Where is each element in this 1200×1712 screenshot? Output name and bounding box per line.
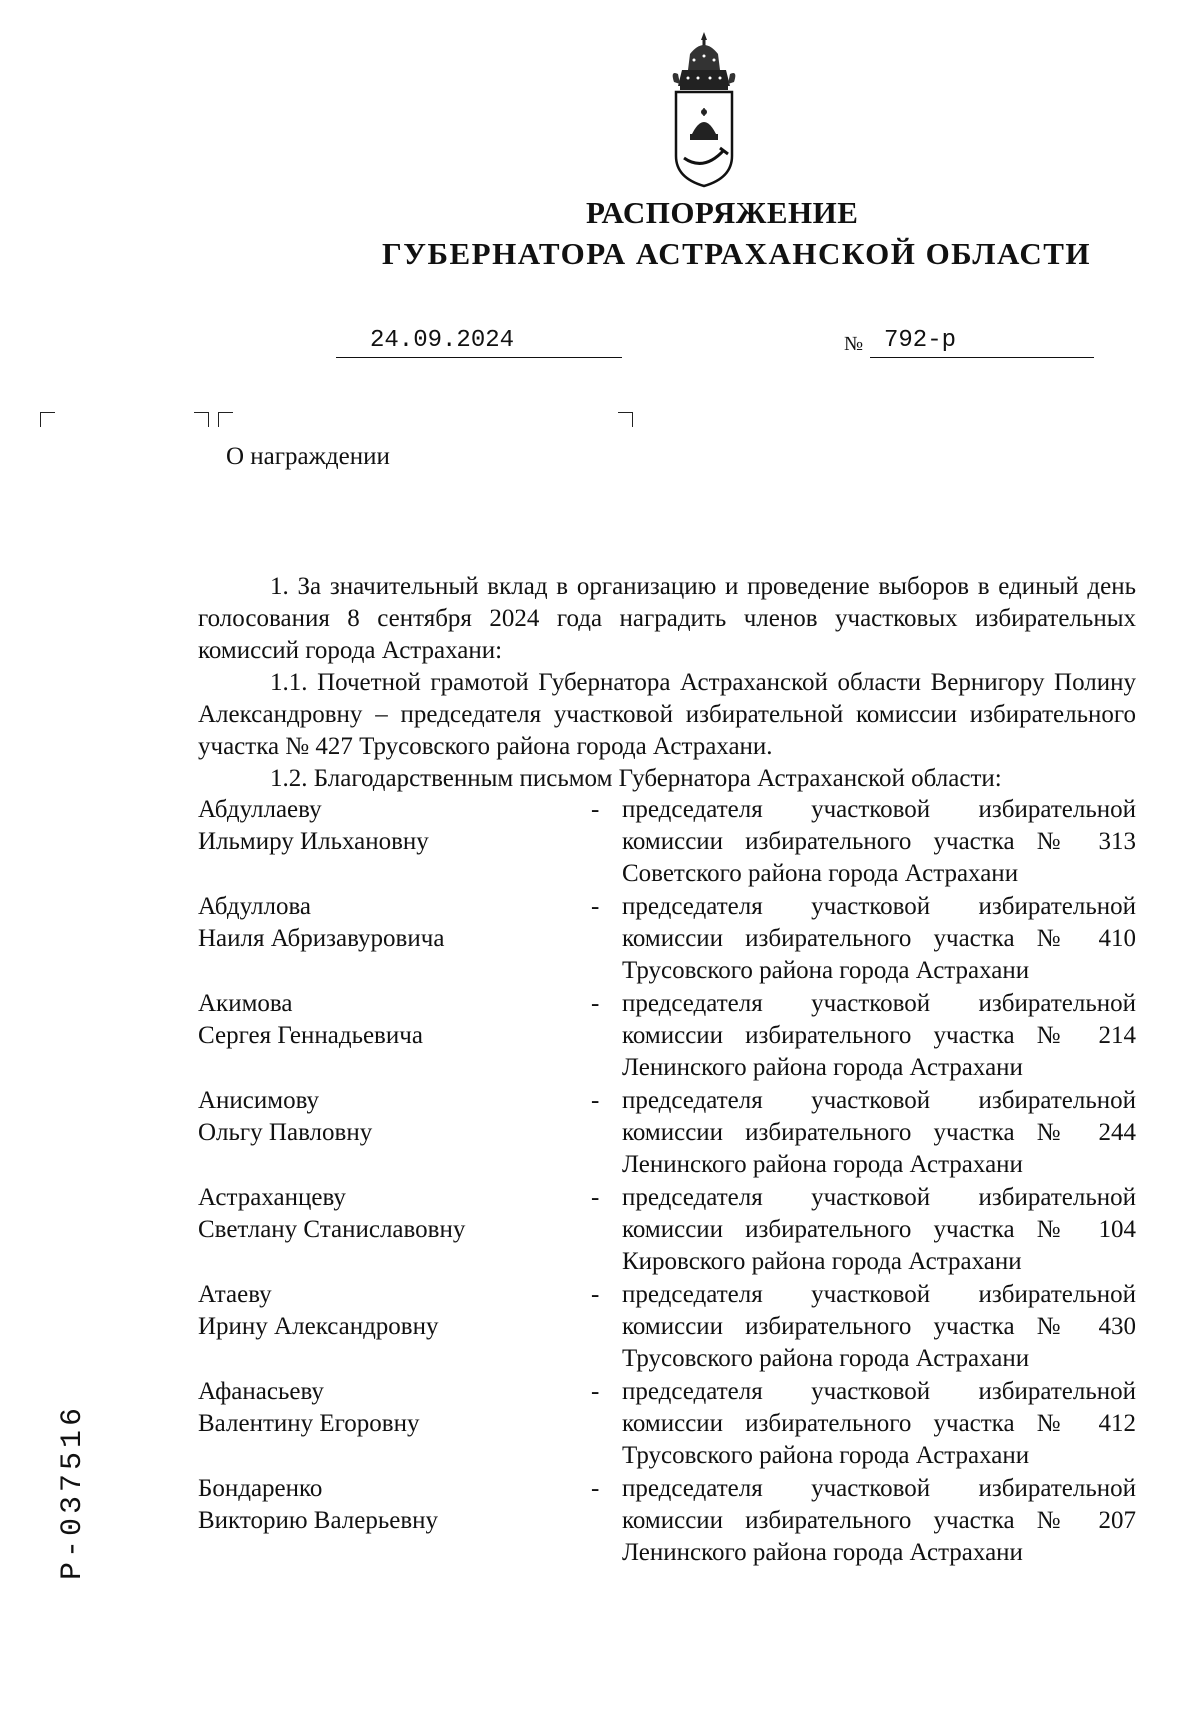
awardee-surname: Бондаренко xyxy=(198,1475,323,1502)
document-subject: О награждении xyxy=(226,443,390,470)
awardee-position: председателя участковой избирательной комиссии избирательного участка № 244 Ленинского района города Астрахани xyxy=(622,1087,1136,1178)
awardee-position: председателя участковой избирательной комиссии избирательного участка № 410 Трусовского района города Астрахани xyxy=(622,893,1136,984)
awardee-dash: - xyxy=(591,1281,600,1308)
awardee-position: председателя участковой избирательной комиссии избирательного участка № 313 Советского района города Астрахани xyxy=(622,796,1136,887)
awardee-surname: Акимова xyxy=(198,990,293,1017)
awardee-position: председателя участковой избирательной комиссии избирательного участка № 104 Кировского района города Астрахани xyxy=(622,1184,1136,1275)
awardee-given-names: Ильмиру Ильхановну xyxy=(198,828,429,855)
awardee-name xyxy=(198,794,578,858)
awardee-dash: - xyxy=(591,990,600,1017)
corner-mark-left xyxy=(40,412,55,427)
awardee-given-names: Валентину Егоровну xyxy=(198,1410,420,1437)
awardee-name xyxy=(198,891,578,955)
awardee-name xyxy=(198,1279,578,1343)
paragraph-1-2-text: 1.2. Благодарственным письмом Губернатора Астраханской области: xyxy=(270,765,1002,792)
form-serial-number: Р-037516 xyxy=(56,1403,90,1580)
awardee-given-names: Викторию Валерьевну xyxy=(198,1507,439,1534)
awardee-given-names: Ольгу Павловну xyxy=(198,1119,373,1146)
awardee-surname: Атаеву xyxy=(198,1281,272,1308)
paragraph-1 xyxy=(198,571,1136,667)
awardee-given-names: Ирину Александровну xyxy=(198,1313,439,1340)
awardee-given-names: Сергея Геннадьевича xyxy=(198,1022,423,1049)
awardee-given-names: Светлану Станиславовну xyxy=(198,1216,466,1243)
corner-mark-subject-left xyxy=(218,412,233,427)
awardee-name xyxy=(198,1085,578,1149)
document-date: 24.09.2024 xyxy=(370,327,515,354)
document-date-field xyxy=(336,327,622,358)
corner-mark-right xyxy=(618,412,633,427)
corner-mark-subject-right xyxy=(194,412,209,427)
awardee-surname: Афанасьеву xyxy=(198,1378,324,1405)
document-type-title: РАСПОРЯЖЕНИЕ xyxy=(586,195,859,230)
paragraph-1-2 xyxy=(198,763,1136,795)
awardee-position: председателя участковой избирательной комиссии избирательного участка № 207 Ленинского района города Астрахани xyxy=(622,1475,1136,1566)
awardee-position: председателя участковой избирательной комиссии избирательного участка № 412 Трусовского района города Астрахани xyxy=(622,1378,1136,1469)
awardee-name xyxy=(198,988,578,1052)
awardee-dash: - xyxy=(591,1184,600,1211)
astrakhan-coat-of-arms-icon xyxy=(664,30,744,188)
awardee-given-names: Наиля Абризавуровича xyxy=(198,925,445,952)
awardee-surname: Абдуллаеву xyxy=(198,796,322,823)
awardee-surname: Анисимову xyxy=(198,1087,320,1114)
awardee-dash: - xyxy=(591,893,600,920)
awardee-surname: Абдуллова xyxy=(198,893,312,920)
document-number-field xyxy=(870,327,1094,358)
paragraph-1-text: 1. За значительный вклад в организацию и проведение выборов в единый день голосования 8 сентября 2024 года наградить членов участковых избирательных комиссий города Астрахани: xyxy=(198,573,1136,664)
awardee-surname: Астраханцеву xyxy=(198,1184,346,1211)
awardee-position: председателя участковой избирательной комиссии избирательного участка № 430 Трусовского района города Астрахани xyxy=(622,1281,1136,1372)
issuer-title: ГУБЕРНАТОРА АСТРАХАНСКОЙ ОБЛАСТИ xyxy=(382,236,1092,271)
paragraph-1-1-text: 1.1. Почетной грамотой Губернатора Астраханской области Вернигору Полину Александровну – председателя участковой избирательной комиссии избирательного участка № 427 Трусовского района города Астрахани. xyxy=(198,669,1136,760)
number-sign: № xyxy=(844,333,864,355)
awardee-dash: - xyxy=(591,796,600,823)
awardee-dash: - xyxy=(591,1087,600,1114)
awardee-position: председателя участковой избирательной комиссии избирательного участка № 214 Ленинского района города Астрахани xyxy=(622,990,1136,1081)
document-number: 792-р xyxy=(884,327,957,354)
awardee-name xyxy=(198,1473,578,1537)
awardee-name xyxy=(198,1182,578,1246)
paragraph-1-1 xyxy=(198,667,1136,763)
awardee-name xyxy=(198,1376,578,1440)
awardee-dash: - xyxy=(591,1475,600,1502)
awardee-dash: - xyxy=(591,1378,600,1405)
